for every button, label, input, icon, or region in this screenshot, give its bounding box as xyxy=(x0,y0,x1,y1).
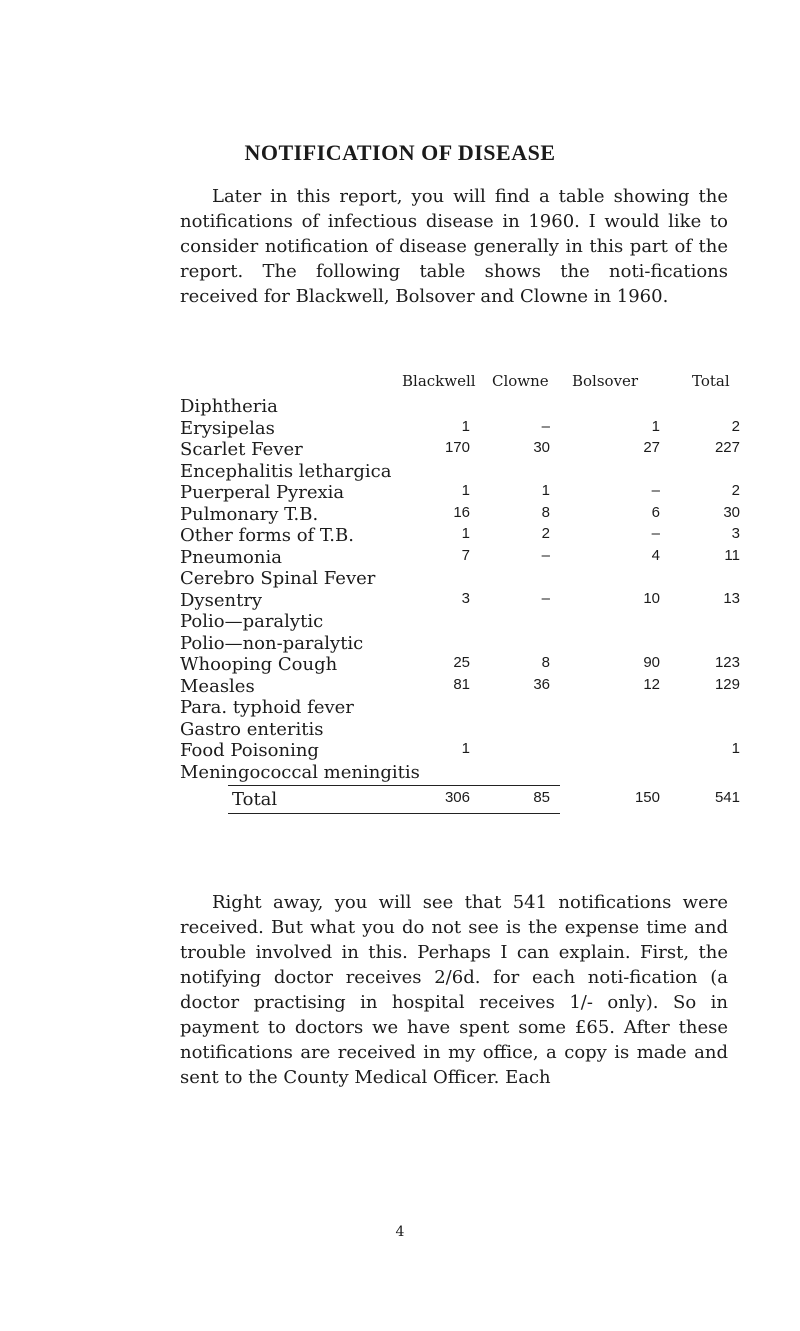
cell-blackwell: 170 xyxy=(444,439,470,456)
cell-total: 129 xyxy=(714,675,740,693)
column-header-bolsover: Bolsover xyxy=(572,372,639,390)
cell-clowne: 30 xyxy=(533,439,550,456)
table-row xyxy=(180,697,740,719)
page-number: 4 xyxy=(395,1224,405,1240)
table-row xyxy=(180,611,740,633)
cell-bolsover: 10 xyxy=(643,589,660,607)
cell-bolsover: 27 xyxy=(643,439,660,456)
notification-table xyxy=(180,370,740,815)
intro-paragraph: Later in this report, you will find a table showing the notifications of infectious disease in 1960. I would like to consider notification of disease generally in this part of the report. The following table shows the noti-fications received for Blackwell, Bolsover and Clowne in 1960. xyxy=(180,186,728,307)
total-label: Total xyxy=(232,789,278,810)
cell-total: 2 xyxy=(731,482,740,499)
cell-blackwell: 25 xyxy=(453,654,470,671)
table-row xyxy=(180,396,740,418)
cell-total: 13 xyxy=(723,589,740,607)
row-label: Puerperal Pyrexia xyxy=(180,482,345,503)
closing-paragraph: Right away, you will see that 541 notifications were received. But what you do not see is the expense time and trouble involved in this. Perhaps I can explain. First, the notifying doctor receives 2/6d. for each noti-fication (a doctor practising in hospital receives 1/- only). So in payment to doctors we have spent some £65. After these notifications are received in my office, a copy is made and sent to the County Medical Officer. Each xyxy=(180,892,728,1088)
cell-total: 3 xyxy=(731,525,740,542)
table-header xyxy=(180,370,740,396)
table-row xyxy=(180,482,740,504)
cell-blackwell: 1 xyxy=(461,740,470,757)
row-label: Dysentry xyxy=(180,589,263,611)
cell-total: 30 xyxy=(723,503,740,521)
cell-bolsover: 1 xyxy=(651,417,660,435)
table-body xyxy=(180,396,740,783)
table-row xyxy=(180,590,740,612)
cell-bolsover: 4 xyxy=(651,546,660,564)
cell-blackwell: 7 xyxy=(461,546,470,564)
cell-bolsover: 12 xyxy=(643,675,660,693)
table-row xyxy=(180,525,740,547)
row-label: Para. typhoid fever xyxy=(180,697,354,718)
table-row xyxy=(180,633,740,655)
cell-clowne: – xyxy=(541,546,550,564)
row-label: Other forms of T.B. xyxy=(180,525,354,546)
table-row xyxy=(180,547,740,569)
cell-bolsover: – xyxy=(651,482,660,499)
cell-clowne: 1 xyxy=(541,482,550,499)
cell-clowne: 2 xyxy=(541,525,550,542)
cell-blackwell: 1 xyxy=(461,417,470,435)
cell-clowne: 8 xyxy=(541,654,550,671)
table-row xyxy=(180,676,740,698)
table-rule-top xyxy=(228,785,560,786)
row-label: Food Poisoning xyxy=(180,740,319,761)
row-label: Measles xyxy=(180,675,255,697)
cell-blackwell: 1 xyxy=(461,525,470,542)
table-row xyxy=(180,568,740,590)
row-label: Polio—non-paralytic xyxy=(180,632,364,654)
cell-total: 227 xyxy=(714,439,740,456)
row-label: Encephalitis lethargica xyxy=(180,460,392,482)
cell-blackwell: 3 xyxy=(461,589,470,607)
cell-total: 2 xyxy=(731,417,740,435)
table-total-row xyxy=(180,787,740,815)
cell-clowne: 36 xyxy=(533,675,550,693)
table-rule-bottom xyxy=(228,813,560,814)
row-label: Diphtheria xyxy=(180,396,278,417)
cell-clowne: – xyxy=(541,417,550,435)
cell-bolsover: 6 xyxy=(651,503,660,521)
table-row xyxy=(180,654,740,676)
column-header-total: Total xyxy=(692,372,730,390)
row-label: Pneumonia xyxy=(180,546,282,568)
row-label: Pulmonary T.B. xyxy=(180,503,319,525)
cell-clowne: – xyxy=(541,589,550,607)
row-label: Cerebro Spinal Fever xyxy=(180,568,376,589)
cell-clowne: 8 xyxy=(541,503,550,521)
cell-bolsover: – xyxy=(651,525,660,542)
cell-blackwell: 1 xyxy=(461,482,470,499)
table-row xyxy=(180,439,740,461)
cell-total: 123 xyxy=(714,654,740,671)
table-row xyxy=(180,418,740,440)
row-label: Polio—paralytic xyxy=(180,611,324,632)
cell-blackwell: 81 xyxy=(453,675,470,693)
cell-blackwell: 16 xyxy=(453,503,470,521)
page-title: NOTIFICATION OF DISEASE xyxy=(244,140,556,165)
table-row xyxy=(180,461,740,483)
table-row xyxy=(180,762,740,784)
cell-total: 1 xyxy=(731,740,740,757)
total-clowne: 85 xyxy=(533,789,550,806)
column-header-blackwell: Blackwell xyxy=(402,372,476,390)
row-label: Meningococcal meningitis xyxy=(180,761,420,783)
table-row xyxy=(180,719,740,741)
row-label: Scarlet Fever xyxy=(180,439,303,460)
cell-bolsover: 90 xyxy=(643,654,660,671)
row-label: Gastro enteritis xyxy=(180,718,324,740)
total-bolsover: 150 xyxy=(634,789,660,806)
total-total: 541 xyxy=(714,789,740,806)
row-label: Erysipelas xyxy=(180,417,275,439)
row-label: Whooping Cough xyxy=(180,654,338,675)
total-blackwell: 306 xyxy=(444,789,470,806)
cell-total: 11 xyxy=(724,546,740,564)
table-row xyxy=(180,504,740,526)
column-header-clowne: Clowne xyxy=(492,372,549,390)
table-row xyxy=(180,740,740,762)
